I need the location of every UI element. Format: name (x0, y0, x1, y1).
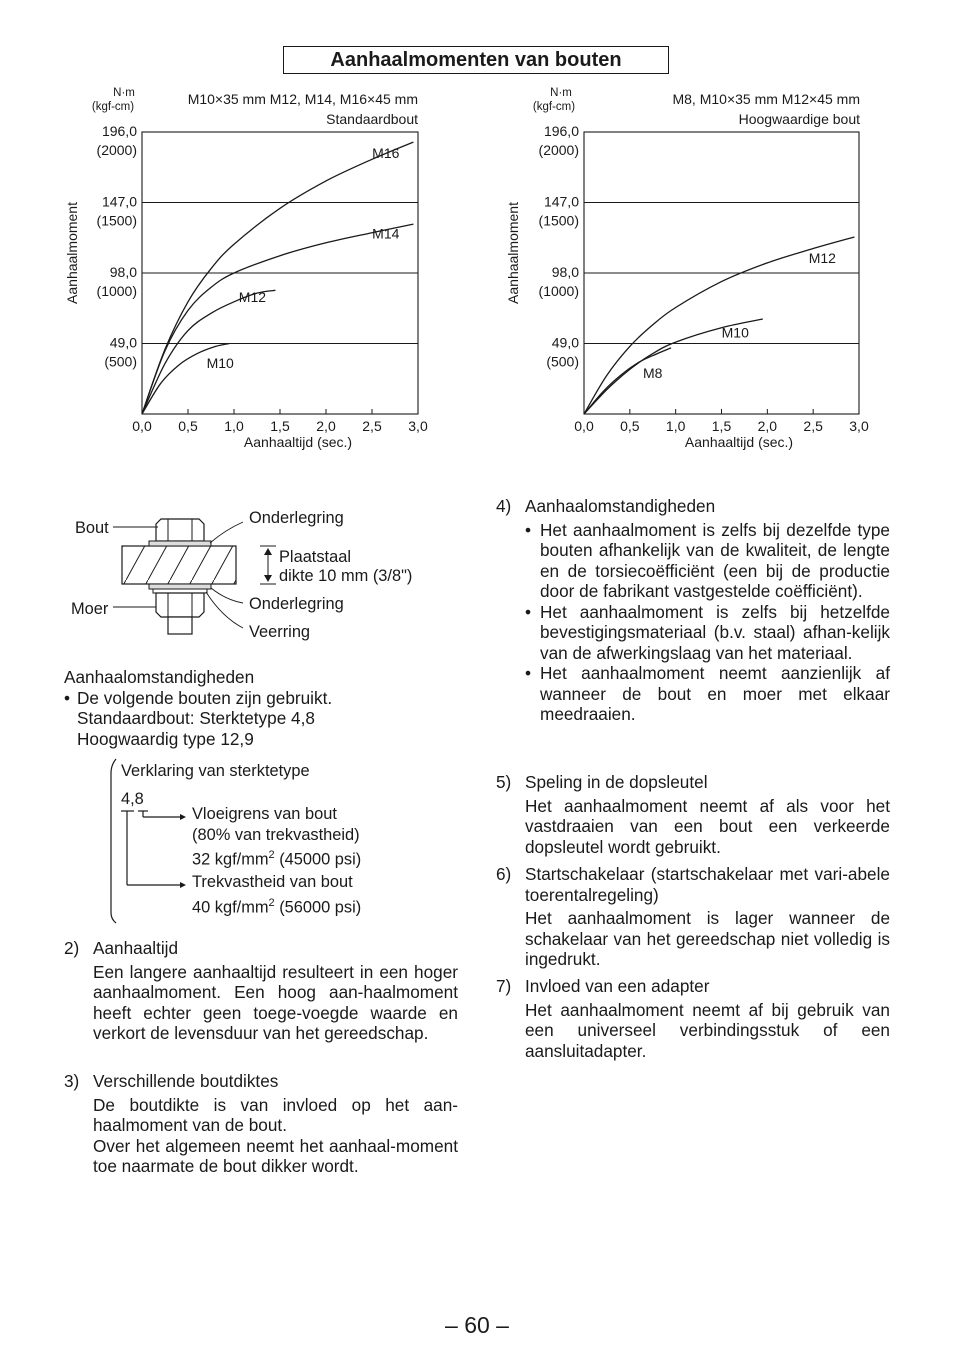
y-axis-label: Aanhaalmoment (505, 202, 521, 304)
y-tick-label: 49,0 (551, 334, 579, 351)
page-title: Aanhaalmomenten van bouten (283, 46, 669, 74)
y-tick-label: 49,0 (109, 334, 137, 351)
x-tick-label: 0,5 (620, 418, 640, 434)
x-tick-label: 1,0 (224, 418, 244, 434)
series-label-m16: M16 (372, 144, 400, 161)
y-tick-sublabel: (1000) (96, 283, 137, 299)
x-tick-label: 3,0 (849, 418, 869, 434)
bolt-head (156, 519, 204, 541)
item-number: 6) (496, 864, 512, 884)
series-line-m14 (142, 224, 413, 414)
bullet-item: • Het aanhaalmoment is zelfs bij hetzelfde bevestigingsmateriaal (b.v. staal) afhan-kelijk van de afwerkingslaag van het materiaal. (525, 601, 890, 663)
x-tick-label: 3,0 (408, 418, 428, 434)
chart-high-grade-bolts (477, 0, 954, 460)
label-bout: Bout (75, 519, 109, 537)
y-tick-sublabel: (1500) (538, 212, 579, 229)
high-grade-type: Hoogwaardig type 12,9 (77, 728, 254, 749)
item-4 (496, 496, 890, 725)
series-label-m10: M10 (206, 354, 234, 371)
label-onderlegring-top: Onderlegring (249, 509, 344, 527)
x-tick-label: 0,0 (574, 418, 594, 434)
series-line-m12 (142, 290, 275, 414)
tensile-line-2: 40 kgf/$mm^2$ (56000 psi) (192, 896, 362, 916)
y-tick-sublabel: (500) (104, 353, 137, 370)
item-title: Invloed van een adapter (525, 976, 710, 996)
tensile-line-1: Trekvastheid van bout (192, 873, 353, 891)
y-tick-sublabel: (2000) (538, 142, 579, 158)
item-number: 4) (496, 496, 512, 516)
washer-top (149, 541, 211, 546)
series-label-m12: M12 (238, 288, 267, 305)
y-tick-sublabel: (2000) (96, 142, 137, 158)
y-tick-sublabel: (1000) (538, 283, 579, 299)
standard-bolt-type: Standaardbout: Sterktetype 4,8 (77, 708, 315, 728)
strength-code: 4,8 (121, 790, 144, 808)
label-moer: Moer (71, 600, 109, 618)
series-line-m16 (142, 142, 413, 414)
y-tick-label: 147,0 (543, 193, 579, 210)
item-number: 2) (64, 938, 80, 958)
yield-line-3: 32 kgf/$mm^2$ (45000 psi) (192, 849, 362, 869)
page-number: – 60 – (445, 1312, 509, 1338)
item-title: Speling in de dopsleutel (525, 772, 708, 792)
tensile-block (192, 872, 361, 917)
label-veerring: Veerring (249, 623, 311, 641)
series-label-m12: M12 (808, 249, 836, 266)
item-title: Verschillende boutdiktes (93, 1071, 279, 1091)
yield-line-2: (80% van trekvastheid) (192, 825, 360, 844)
item-body: Een langere aanhaaltijd resulteert in een hoger aanhaalmoment. Een hoog aan-haalmoment heeft echter geen toege-voegde waarde en verkort de levensduur van het gereedschap. (93, 961, 458, 1043)
chart-subtitle-1: M10×35 mm M12, M14, M16×45 mm (187, 91, 418, 107)
item-number: 5) (496, 772, 512, 792)
item-5 (496, 772, 890, 857)
item-7 (496, 976, 890, 1061)
series-label-m8: M8 (643, 365, 663, 382)
bullet-item: • Het aanhaalmoment is zelfs bij dezelfde type bouten afhankelijk van de kwaliteit, de lengte en de torsiecoëfficiënt (een bij de productie door de fabrikant vastgestelde coëfficiënt). (525, 519, 890, 601)
item-body: Het aanhaalmoment neemt af bij gebruik van een universeel verbindingsstuk of een aansluitadapter. (525, 999, 890, 1061)
x-tick-label: 2,5 (362, 418, 382, 434)
item-body: Het aanhaalmoment neemt af als voor het vastdraaien van een bout een verkeerde dopsleutel wordt gebruikt. (525, 795, 890, 857)
label-onderlegring-bottom: Onderlegring (249, 595, 344, 613)
unit-kgf: (kgf-cm) (532, 101, 576, 113)
item-body-1: De boutdikte is van invloed op het aan-haalmoment van de bout. (93, 1094, 458, 1135)
item-body: Het aanhaalmoment is lager wanneer de schakelaar van het gereedschap niet volledig is ingedrukt. (525, 908, 890, 969)
conditions-block (64, 667, 464, 749)
series-label-m14: M14 (372, 225, 400, 242)
x-tick-label: 2,0 (316, 418, 336, 434)
item-title: Aanhaaltijd (93, 938, 179, 958)
x-tick-label: 1,5 (711, 418, 732, 434)
series-label-m10: M10 (721, 324, 749, 341)
yield-block (192, 804, 361, 870)
bolt-diagram (60, 500, 460, 650)
y-axis-label: Aanhaalmoment (64, 202, 80, 304)
y-tick-label: 98,0 (109, 264, 137, 280)
x-tick-label: 2,5 (803, 418, 823, 434)
washer-bottom (149, 584, 211, 589)
plate-steel (122, 546, 236, 584)
label-plaatstaal: Plaatstaal (279, 548, 351, 566)
y-tick-label: 147,0 (101, 193, 137, 210)
chart-subtitle-1: M8, M10×35 mm M12×45 mm (672, 91, 860, 107)
unit-kgf: (kgf-cm) (91, 101, 135, 113)
strength-title: Verklaring van sterktetype (121, 762, 310, 780)
y-tick-label: 196,0 (101, 123, 137, 139)
conditions-heading: Aanhaalomstandigheden (64, 667, 255, 687)
x-tick-label: 1,0 (665, 418, 686, 434)
bullet-item: • Het aanhaalmoment neemt aanzienlijk af wanneer de bout en moer met elkaar meedraaien. (525, 663, 890, 724)
item-title: Aanhaalomstandigheden (525, 496, 716, 516)
item-2 (64, 938, 458, 1044)
y-tick-label: 196,0 (543, 123, 579, 139)
item-number: 7) (496, 976, 512, 996)
nut (156, 593, 204, 617)
item-number: 3) (64, 1071, 80, 1091)
item-3 (64, 1071, 458, 1177)
item-6 (496, 864, 890, 970)
chart-subtitle-2: Hoogwaardige bout (738, 111, 860, 127)
unit-nm: N·m (550, 87, 572, 99)
y-tick-sublabel: (1500) (96, 212, 137, 229)
unit-nm: N·m (113, 87, 135, 99)
bullet: • (64, 687, 71, 708)
item-title: Startschakelaar (startschakelaar met vari-abele toerentalregeling) (525, 864, 890, 905)
item-body-2: Over het algemeen neemt het aanhaal-moment toe naarmate de bout dikker wordt. (93, 1135, 458, 1176)
yield-line-1: Vloeigrens van bout (192, 805, 337, 823)
x-axis-label: Aanhaaltijd (sec.) (243, 434, 353, 450)
y-tick-sublabel: (500) (546, 353, 579, 370)
x-tick-label: 2,0 (757, 418, 778, 434)
x-tick-label: 0,5 (178, 418, 198, 434)
label-dikte: dikte 10 mm (3/8") (279, 567, 413, 585)
chart-standard-bolts (0, 0, 477, 460)
conditions-bullet: De volgende bouten zijn gebruikt. (77, 687, 333, 708)
y-tick-label: 98,0 (551, 264, 579, 280)
bolt-end (168, 617, 192, 634)
x-tick-label: 1,5 (270, 418, 290, 434)
x-axis-label: Aanhaaltijd (sec.) (684, 434, 794, 450)
chart-subtitle-2: Standaardbout (326, 111, 418, 127)
x-tick-label: 0,0 (132, 418, 152, 434)
